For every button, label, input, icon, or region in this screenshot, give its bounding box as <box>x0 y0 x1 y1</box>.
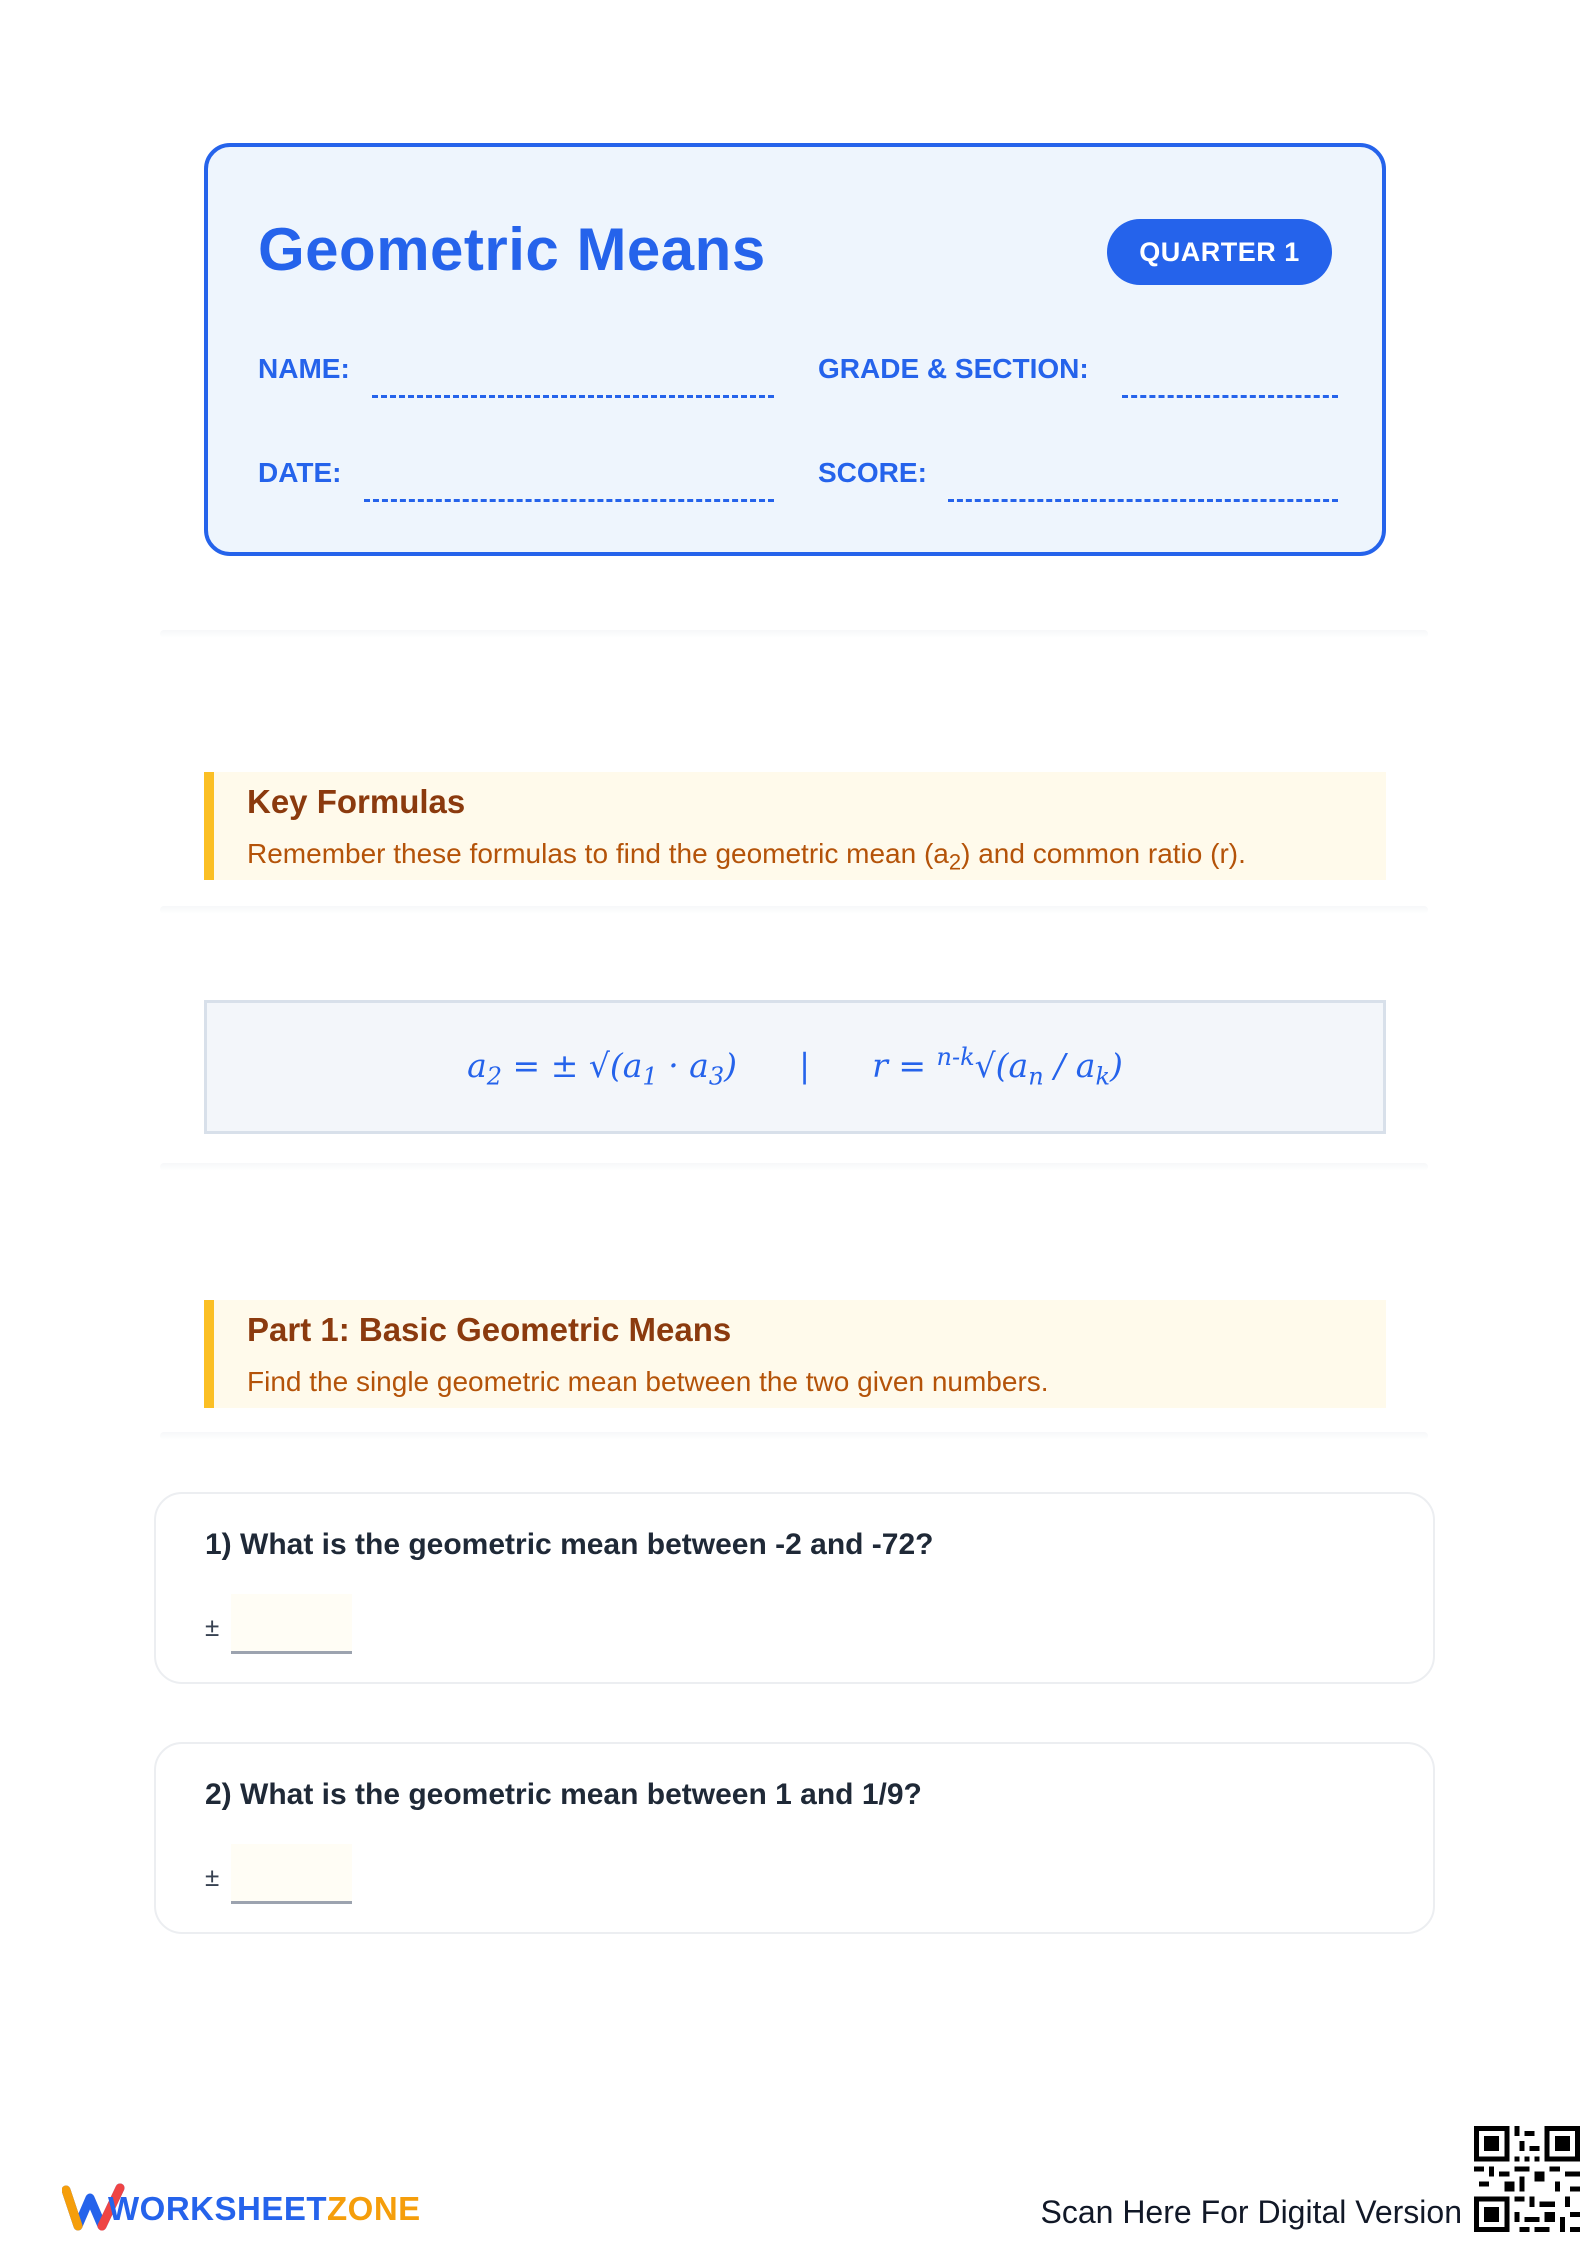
section-divider <box>160 630 1428 638</box>
brand-name: WORKSHEETZONE <box>108 2190 421 2227</box>
key-formulas-text: Remember these formulas to find the geometric mean $(a_2)$ and common ratio (r). <box>247 838 1246 875</box>
question-text: 1) What is the geometric mean between -2 and -72? <box>205 1528 934 1561</box>
worksheet-header <box>204 143 1386 556</box>
part1-callout <box>204 1300 1386 1408</box>
question-card <box>154 1742 1435 1934</box>
question-card <box>154 1492 1435 1684</box>
grade-section-field[interactable] <box>1122 395 1338 398</box>
part1-title: Part 1: Basic Geometric Means <box>247 1311 732 1348</box>
date-label: DATE: <box>258 457 342 488</box>
part1-text: Find the single geometric mean between the two given numbers. <box>247 1366 1049 1397</box>
date-field[interactable] <box>364 499 774 502</box>
answer-input[interactable] <box>231 1594 352 1654</box>
section-divider <box>160 1432 1428 1440</box>
key-formulas-title: Key Formulas <box>247 783 466 820</box>
key-formulas-callout <box>204 772 1386 880</box>
scan-caption: Scan Here For Digital Version <box>1040 2194 1462 2230</box>
section-divider <box>160 1163 1428 1171</box>
section-divider <box>160 906 1428 914</box>
plus-minus-symbol: ± <box>205 1862 220 1892</box>
grade-section-label: GRADE & SECTION: <box>818 353 1089 384</box>
name-label: NAME: <box>258 353 350 384</box>
qr-code-icon[interactable] <box>1474 2124 1580 2234</box>
formula-expression: $a_2$ = ± $√(a_1 \cdot a_3)$ | $r = ^{n-k}√(a_n / a_k)$ <box>467 1043 1123 1091</box>
question-text: 2) What is the geometric mean between 1 and 1/9? <box>205 1778 922 1811</box>
formula-box <box>204 1000 1386 1134</box>
name-field[interactable] <box>372 395 774 398</box>
quarter-badge: QUARTER 1 <box>1107 219 1332 285</box>
answer-input[interactable] <box>231 1844 352 1904</box>
plus-minus-symbol: ± <box>205 1612 220 1642</box>
page-title: Geometric Means <box>258 216 766 283</box>
formula-separator: | <box>799 1046 811 1086</box>
score-field[interactable] <box>948 499 1338 502</box>
score-label: SCORE: <box>818 457 927 488</box>
